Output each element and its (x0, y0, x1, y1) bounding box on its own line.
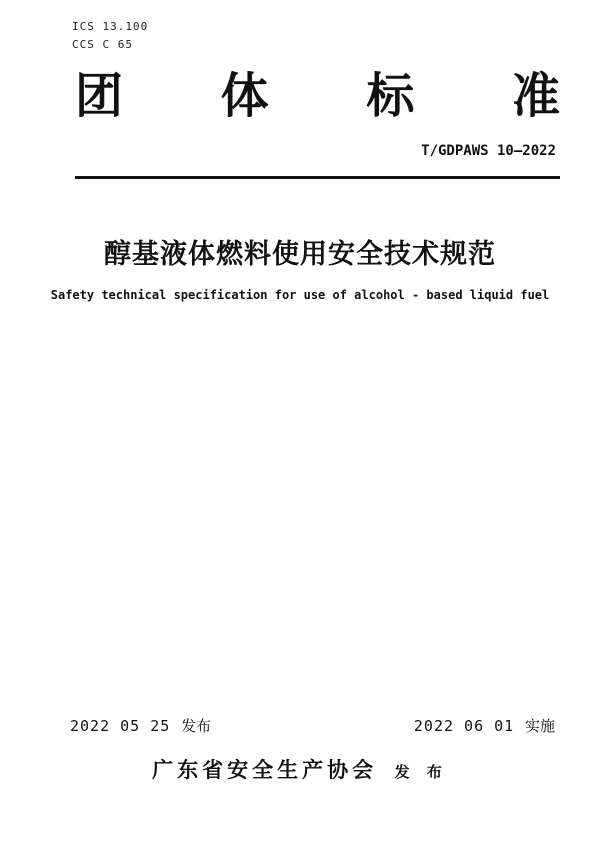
standard-type-char: 标 (366, 68, 415, 124)
implement-date: 2022 06 01 (413, 717, 515, 735)
classification-codes (72, 18, 148, 54)
document-title-english: Safety technical specification for use of alcohol - based liquid fuel (50, 288, 550, 302)
document-title-chinese: 醇基液体燃料使用安全技术规范 (104, 239, 496, 270)
implement-date-group (414, 715, 555, 736)
standard-type-char: 准 (511, 68, 560, 124)
publisher-name: 广东省安全生产协会 (152, 758, 378, 782)
ccs-code: CCS C 65 (72, 38, 133, 51)
footer-dates (70, 715, 555, 736)
implement-date-label: 实施 (524, 717, 555, 735)
standard-type-title (75, 66, 560, 126)
publish-label: 发 布 (394, 763, 448, 781)
publisher-row (0, 754, 600, 784)
release-date-group (70, 715, 211, 736)
standard-type-char: 团 (75, 68, 124, 124)
header-rule (75, 176, 560, 179)
release-date-label: 发布 (181, 717, 212, 735)
release-date: 2022 05 25 (70, 717, 171, 735)
standard-type-char: 体 (220, 68, 269, 124)
standard-number: T/GDPAWS 10—2022 (421, 143, 556, 159)
ics-code: ICS 13.100 (72, 20, 149, 33)
